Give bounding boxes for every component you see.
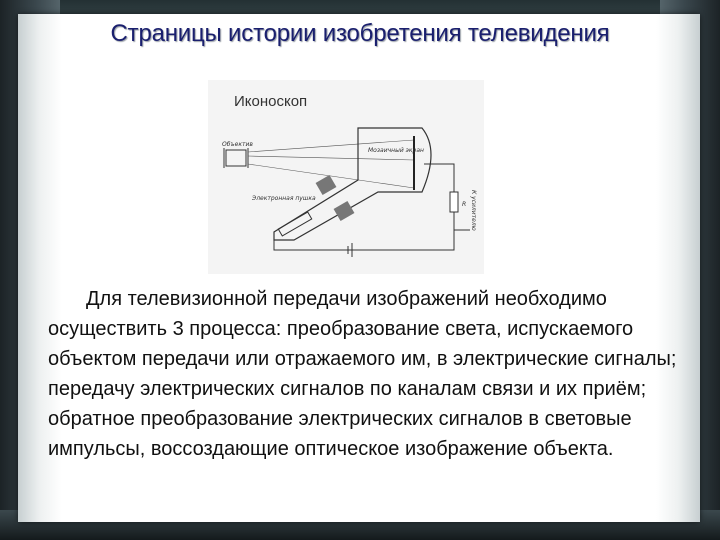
tube-body	[274, 128, 431, 240]
body-paragraph: Для телевизионной передачи изображений необходимо осуществить 3 процесса: преобразование света, испускаемого объектом передачи или отражаемого им, в электрические сигналы; передачу электрических сигналов по каналам связи и их приём; обратное преобразование электрических сигналов в световые импульсы, воссоздающие оптическое изображение объекта.	[48, 288, 677, 460]
label-amplifier: К усилителю	[470, 190, 477, 231]
label-mosaic: Мозаичный экран	[368, 147, 424, 154]
objective-lens-icon	[224, 148, 248, 168]
circuit-wiring	[274, 164, 470, 257]
slide-title: Страницы истории изобретения телевидения	[110, 20, 610, 47]
deflection-coil-bottom	[334, 201, 355, 221]
iconoscope-diagram	[208, 80, 484, 274]
diagram-heading: Иконоскоп	[234, 93, 308, 110]
label-objective: Объектив	[222, 141, 253, 148]
label-r: R	[462, 201, 467, 208]
label-gun: Электронная пушка	[252, 195, 316, 202]
deflection-coil-top	[316, 175, 337, 195]
